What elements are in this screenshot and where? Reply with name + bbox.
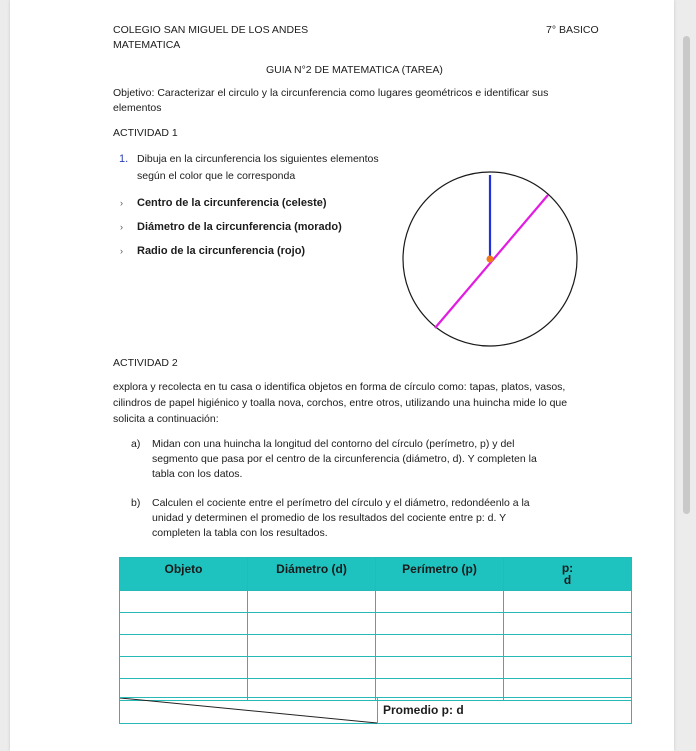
bullet-icon: › [120,222,123,232]
table-cell[interactable] [120,613,248,635]
table-cell[interactable] [248,635,376,657]
table-row [120,635,632,657]
header-cociente [504,558,632,591]
table-cell[interactable] [120,635,248,657]
header-cociente-bottom: d [563,573,572,587]
header-objeto: Objeto [120,558,248,591]
activity-2-paragraph-line-3: solicita a continuación: [113,413,219,425]
results-table [119,557,632,701]
diagonal-divider [120,698,377,725]
item-a-line-3: tabla con los datos. [152,468,243,480]
school-name: COLEGIO SAN MIGUEL DE LOS ANDES [113,24,309,36]
table-cell[interactable] [376,591,504,613]
activity-2-paragraph-line-1: explora y recolecta en tu casa o identifica objetos en forma de círculo como: tapas, platos, vasos, [113,381,566,393]
table-cell[interactable] [120,591,248,613]
table-cell[interactable] [120,657,248,679]
diagonal-line [120,698,377,723]
objective-line-1: Objetivo: Caracterizar el circulo y la circunferencia como lugares geométricos e identificar sus [113,87,549,99]
header-diametro: Diámetro (d) [248,558,376,591]
document-page [10,0,674,751]
activity-1-title: ACTIVIDAD 1 [113,127,178,139]
element-diametro: Diámetro de la circunferencia (morado) [137,221,342,233]
header-perimetro: Perímetro (p) [376,558,504,591]
item-b-line-3: completen la tabla con los resultados. [152,527,328,539]
table-row [120,657,632,679]
activity-2-paragraph-line-2: cilindros de papel higiénico y toalla nova, corchos, entre otros, utilizando una huincha mide lo que [113,397,568,409]
subject-name: MATEMATICA [113,39,181,51]
bullet-icon: › [120,198,123,208]
item-b-label: b) [131,497,141,509]
table-cell[interactable] [504,657,632,679]
item-a-line-2: segmento que pasa por el centro de la circunferencia (diámetro, d). Y completen la [152,453,537,465]
promedio-cell[interactable] [377,697,633,724]
table-cell[interactable] [504,613,632,635]
table-summary-row [119,697,632,724]
table-cell[interactable] [248,591,376,613]
table-row [120,591,632,613]
table-header-row [120,558,632,591]
table-cell[interactable] [504,635,632,657]
item-b-line-1: Calculen el cociente entre el perímetro del círculo y el diámetro, redondéenlo a la [152,497,530,509]
guide-title: GUIA N°2 DE MATEMATICA (TAREA) [266,64,443,76]
table-cell[interactable] [248,613,376,635]
element-radio: Radio de la circunferencia (rojo) [137,245,306,257]
instruction-number: 1. [119,153,129,165]
table-cell[interactable] [376,635,504,657]
objective-line-2: elementos [113,102,162,114]
item-b-line-2: unidad y determinen el promedio de los resultados del cociente entre p: d. Y [152,512,507,524]
item-a-line-1: Midan con una huincha la longitud del contorno del círculo (perímetro, p) y del [152,438,515,450]
activity-2-title: ACTIVIDAD 2 [113,357,178,369]
promedio-label: Promedio p: d [383,703,464,717]
grade-label: 7° BASICO [546,24,599,36]
item-a-label: a) [131,438,141,450]
table-row [120,613,632,635]
header-cociente-top: p: [561,561,574,575]
circle-drawing [395,166,585,356]
element-centro: Centro de la circunferencia (celeste) [137,197,327,209]
bullet-icon: › [120,246,123,256]
center-point [487,256,494,263]
table-cell[interactable] [376,657,504,679]
instruction-line-1: Dibuja en la circunferencia los siguientes elementos [137,153,379,165]
vertical-scrollbar[interactable] [683,36,690,514]
table-cell[interactable] [248,657,376,679]
table-cell[interactable] [376,613,504,635]
table-cell[interactable] [504,591,632,613]
instruction-line-2: según el color que le corresponda [137,170,296,182]
